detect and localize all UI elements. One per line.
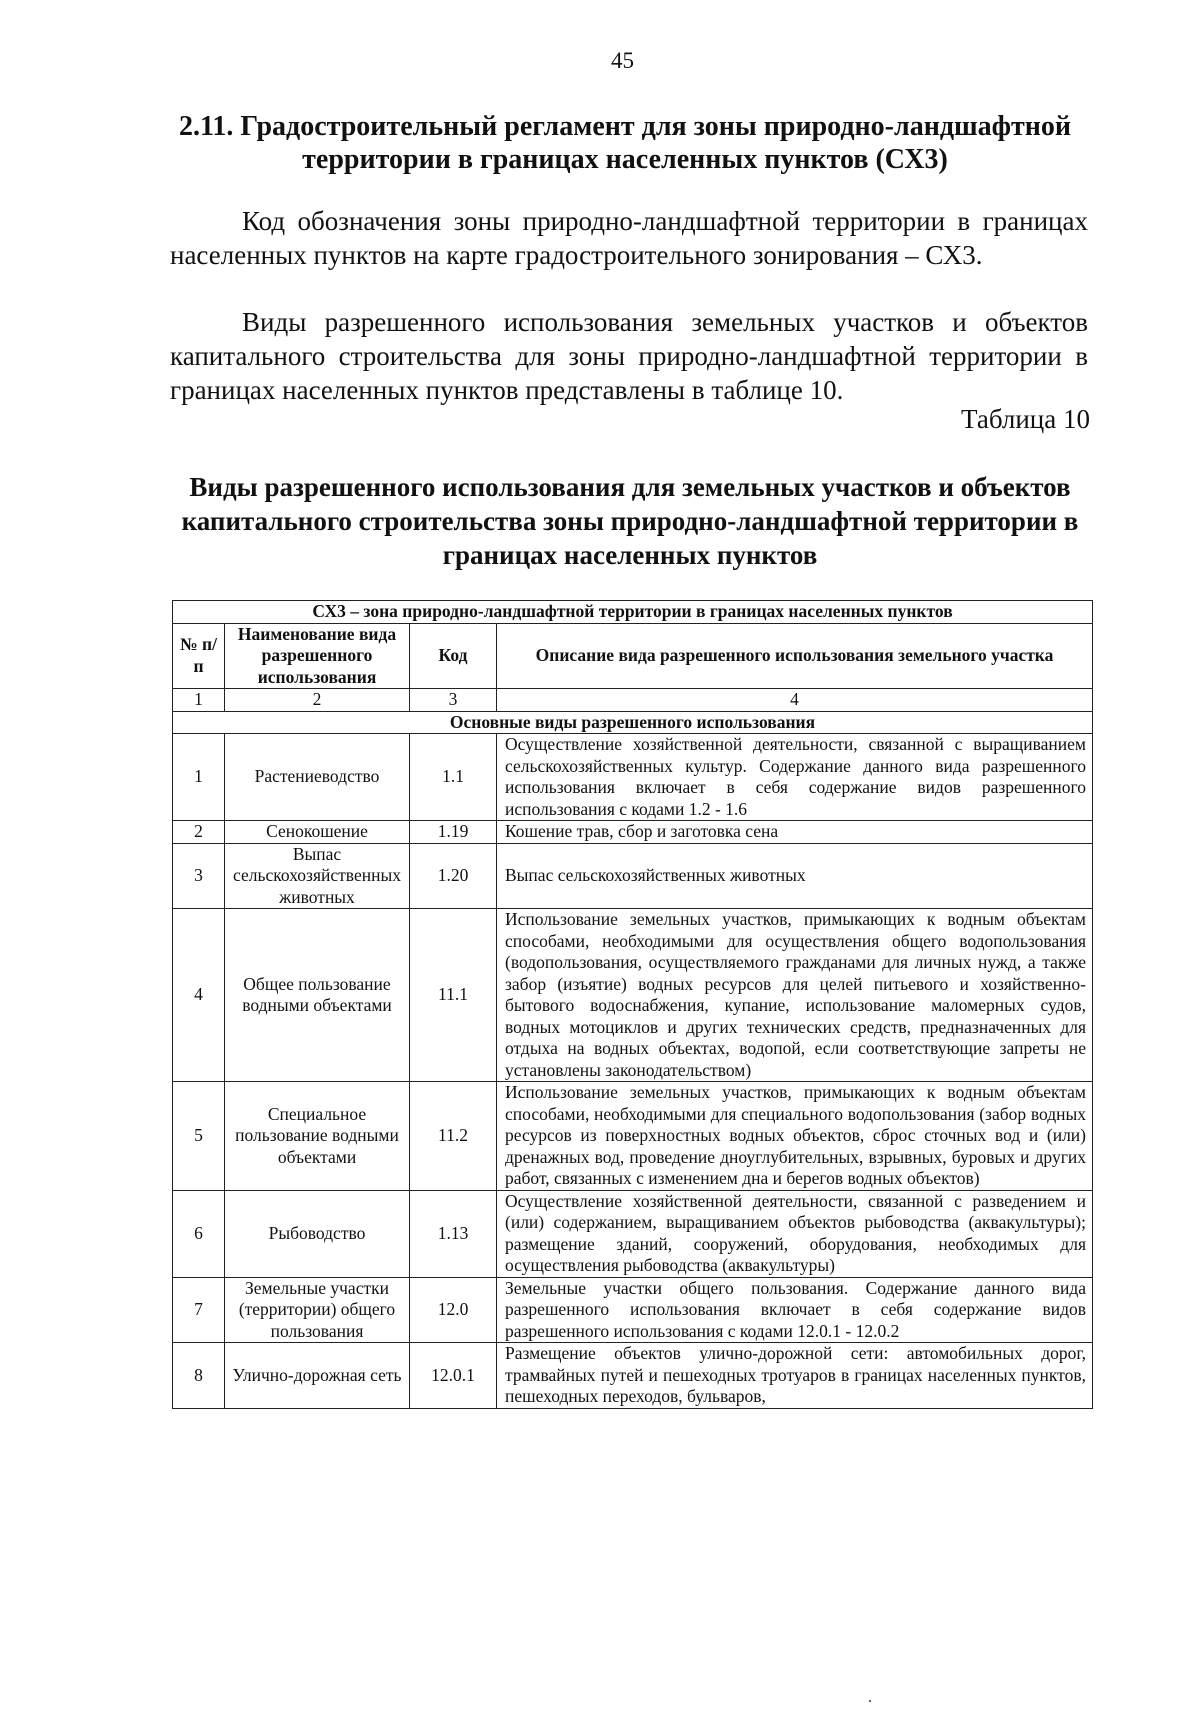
- row-description: Земельные участки общего пользования. Содержание данного вида разрешенного использования включает в себя содержание видов разрешенного использования с кодами 12.0.1 - 12.0.2: [497, 1277, 1093, 1343]
- table-row: [173, 843, 1093, 909]
- table-header-row: [173, 623, 1093, 689]
- scan-artifact: [869, 1700, 871, 1702]
- row-number: 6: [173, 1190, 225, 1277]
- table-row: [173, 1082, 1093, 1191]
- column-number: 2: [225, 689, 410, 712]
- table-row: [173, 1277, 1093, 1343]
- row-code: 1.1: [410, 734, 497, 821]
- table-row: [173, 909, 1093, 1082]
- row-code: 11.1: [410, 909, 497, 1082]
- row-description: Осуществление хозяйственной деятельности, связанной с выращиванием сельскохозяйственных культур. Содержание данного вида разрешенного использования включает в себя содержание видов разрешенного использования с кодами 1.2 - 1.6: [497, 734, 1093, 821]
- table-title: Виды разрешенного использования для земельных участков и объектов капитального строительства зоны природно-ландшафтной территории в границах населенных пунктов: [181, 472, 1079, 570]
- row-description: Кошение трав, сбор и заготовка сена: [497, 821, 1093, 844]
- row-code: 1.20: [410, 843, 497, 909]
- row-name: Выпас сельскохозяйственных животных: [225, 843, 410, 909]
- row-name: Растениеводство: [225, 734, 410, 821]
- row-name: Сенокошение: [225, 821, 410, 844]
- row-code: 12.0: [410, 1277, 497, 1343]
- row-name: Улично-дорожная сеть: [225, 1343, 410, 1409]
- intro-paragraph-1: Код обозначения зоны природно-ландшафтной территории в границах населенных пунктов на карте градостроительного зонирования – СХ3.: [170, 206, 1088, 270]
- row-description: Размещение объектов улично-дорожной сети: автомобильных дорог, трамвайных путей и пешеходных тротуаров в границах населенных пунктов, пешеходных переходов, бульваров,: [497, 1343, 1093, 1409]
- table-row: [173, 821, 1093, 844]
- page-number: 45: [611, 48, 634, 73]
- row-name: Рыбоводство: [225, 1190, 410, 1277]
- table-row: [173, 1343, 1093, 1409]
- row-name: Специальное пользование водными объектами: [225, 1082, 410, 1191]
- row-code: 1.13: [410, 1190, 497, 1277]
- column-number-row: [173, 689, 1093, 712]
- row-code: 12.0.1: [410, 1343, 497, 1409]
- zone-header: СХ3 – зона природно-ландшафтной территории в границах населенных пунктов: [173, 601, 1093, 624]
- row-number: 7: [173, 1277, 225, 1343]
- row-description: Осуществление хозяйственной деятельности, связанной с разведением и (или) содержанием, выращиванием объектов рыбоводства (аквакультуры); размещение зданий, сооружений, оборудования, необходимых для осуществления рыбоводства (аквакультуры): [497, 1190, 1093, 1277]
- row-number: 2: [173, 821, 225, 844]
- table-row: [173, 1190, 1093, 1277]
- row-description: Использование земельных участков, примыкающих к водным объектам способами, необходимыми для осуществления общего водопользования (водопользования, осуществляемого гражданами для личных нужд, а также забор (изъятие) водных ресурсов для целей питьевого и хозяйственно-бытового водоснабжения, купание, использование маломерных судов, водных мотоциклов и других технических средств, предназначенных для отдыха на водных объектах, водопой, если соответствующие запреты не установлены законодательством): [497, 909, 1093, 1082]
- row-name: Земельные участки (территории) общего пользования: [225, 1277, 410, 1343]
- header-name: Наименование вида разрешенного использования: [225, 623, 410, 689]
- row-number: 4: [173, 909, 225, 1082]
- column-number: 3: [410, 689, 497, 712]
- column-number: 4: [497, 689, 1093, 712]
- section-header: Основные виды разрешенного использования: [173, 711, 1093, 734]
- row-description: Выпас сельскохозяйственных животных: [497, 843, 1093, 909]
- section-header-row: [173, 711, 1093, 734]
- row-description: Использование земельных участков, примыкающих к водным объектам способами, необходимыми для специального водопользования (забор водных ресурсов из поверхностных водных объектов, сброс сточных вод и (или) дренажных вод, проведение дноуглубительных, взрывных, буровых и других работ, связанных с изменением дна и берегов водных объектов): [497, 1082, 1093, 1191]
- row-number: 5: [173, 1082, 225, 1191]
- intro-paragraph-2: Виды разрешенного использования земельных участков и объектов капитального строительства для зоны природно-ландшафтной территории в границах населенных пунктов представлены в таблице 10.: [170, 307, 1088, 405]
- section-title: 2.11. Градостроительный регламент для зоны природно-ландшафтной территории в границах населенных пунктов (СХ3): [178, 111, 1072, 175]
- row-number: 8: [173, 1343, 225, 1409]
- land-use-table: [172, 600, 1093, 1409]
- row-number: 1: [173, 734, 225, 821]
- row-number: 3: [173, 843, 225, 909]
- header-description: Описание вида разрешенного использования земельного участка: [497, 623, 1093, 689]
- header-number: № п/п: [173, 623, 225, 689]
- table-label: Таблица 10: [961, 404, 1090, 434]
- table-row: [173, 734, 1093, 821]
- row-code: 11.2: [410, 1082, 497, 1191]
- row-code: 1.19: [410, 821, 497, 844]
- column-number: 1: [173, 689, 225, 712]
- zone-header-row: [173, 601, 1093, 624]
- header-code: Код: [410, 623, 497, 689]
- row-name: Общее пользование водными объектами: [225, 909, 410, 1082]
